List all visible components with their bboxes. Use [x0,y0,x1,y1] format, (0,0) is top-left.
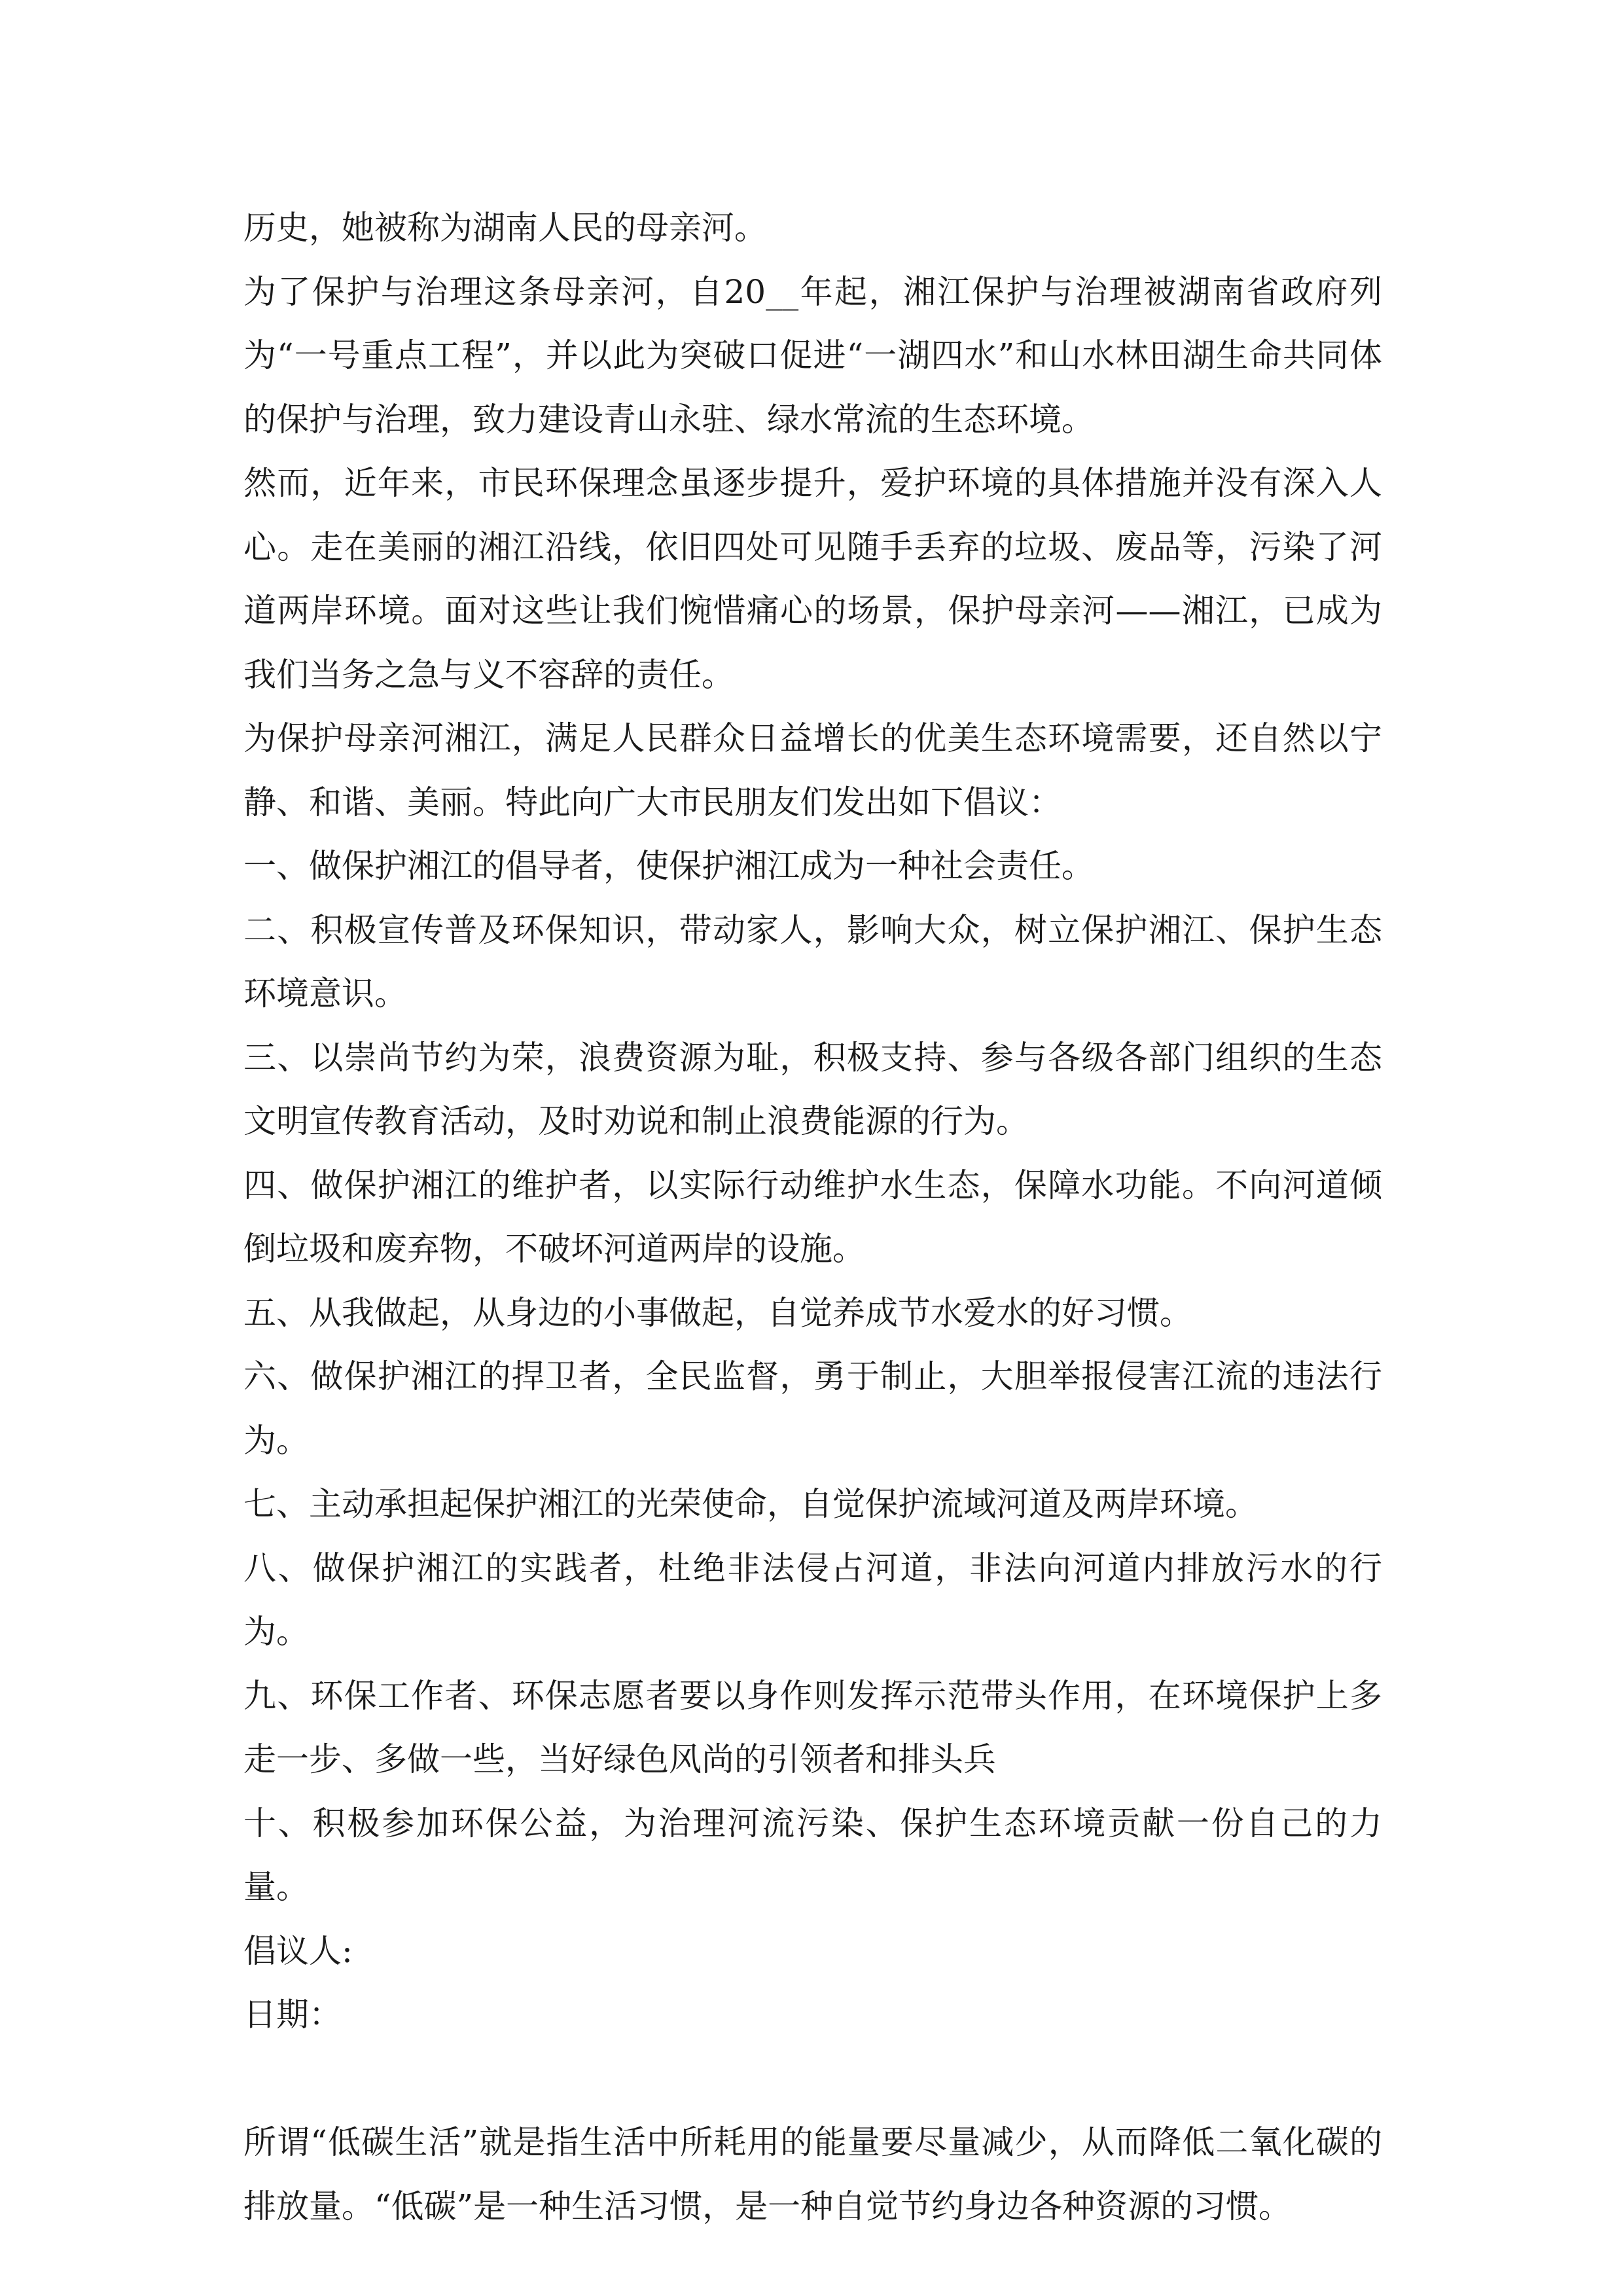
initiative-item-10: 十、积极参加环保公益，为治理河流污染、保护生态环境贡献一份自己的力量。 [243,1804,1382,1906]
paragraph-low-carbon: 所谓“低碳生活”就是指生活中所耗用的能量要尽量减少，从而降低二氧化碳的排放量。“低碳”是一种生活习惯，是一种自觉节约身边各种资源的习惯。 [243,2123,1382,2225]
paragraph-history: 历史，她被称为湖南人民的母亲河。 [243,209,767,247]
initiative-item-3: 三、以崇尚节约为荣，浪费资源为耻，积极支持、参与各级各部门组织的生态文明宣传教育活动，及时劝说和制止浪费能源的行为。 [243,1038,1382,1140]
paragraph-initiative-intro: 为保护母亲河湘江，满足人民群众日益增长的优美生态环境需要，还自然以宁静、和谐、美丽。特此向广大市民朋友们发出如下倡议： [243,719,1382,821]
initiative-item-2: 二、积极宣传普及环保知识，带动家人，影响大众，树立保护湘江、保护生态环境意识。 [243,910,1382,1013]
initiative-item-6: 六、做保护湘江的捍卫者，全民监督，勇于制止，大胆举报侵害江流的违法行为。 [243,1357,1382,1460]
initiator-label: 倡议人: [243,1931,353,1970]
initiative-item-7: 七、主动承担起保护湘江的光荣使命，自觉保护流域河道及两岸环境。 [243,1485,1258,1523]
paragraph-spacer [243,2047,1382,2111]
initiative-item-1: 一、做保护湘江的倡导者，使保护湘江成为一种社会责任。 [243,847,1094,885]
document-body [243,196,1382,2238]
initiative-item-4: 四、做保护湘江的维护者，以实际行动维护水生态，保障水功能。不向河道倾倒垃圾和废弃物，不破坏河道两岸的设施。 [243,1166,1382,1268]
paragraph-current-situation: 然而，近年来，市民环保理念虽逐步提升，爱护环境的具体措施并没有深入人心。走在美丽的湘江沿线，依旧四处可见随手丢弃的垃圾、废品等，污染了河道两岸环境。面对这些让我们惋惜痛心的场景，保护母亲河——湘江，已成为我们当务之急与义不容辞的责任。 [243,464,1382,694]
paragraph-protection-project: 为了保护与治理这条母亲河，自20__年起，湘江保护与治理被湖南省政府列为“一号重点工程”，并以此为突破口促进“一湖四水”和山水林田湖生命共同体的保护与治理，致力建设青山永驻、绿水常流的生态环境。 [243,272,1382,439]
initiative-item-8: 八、做保护湘江的实践者，杜绝非法侵占河道，非法向河道内排放污水的行为。 [243,1549,1382,1651]
initiative-item-5: 五、从我做起，从身边的小事做起，自觉养成节水爱水的好习惯。 [243,1293,1192,1332]
date-label: 日期： [243,1996,342,2034]
initiative-item-9: 九、环保工作者、环保志愿者要以身作则发挥示范带头作用，在环境保护上多走一步、多做一些，当好绿色风尚的引领者和排头兵 [243,1676,1382,1778]
